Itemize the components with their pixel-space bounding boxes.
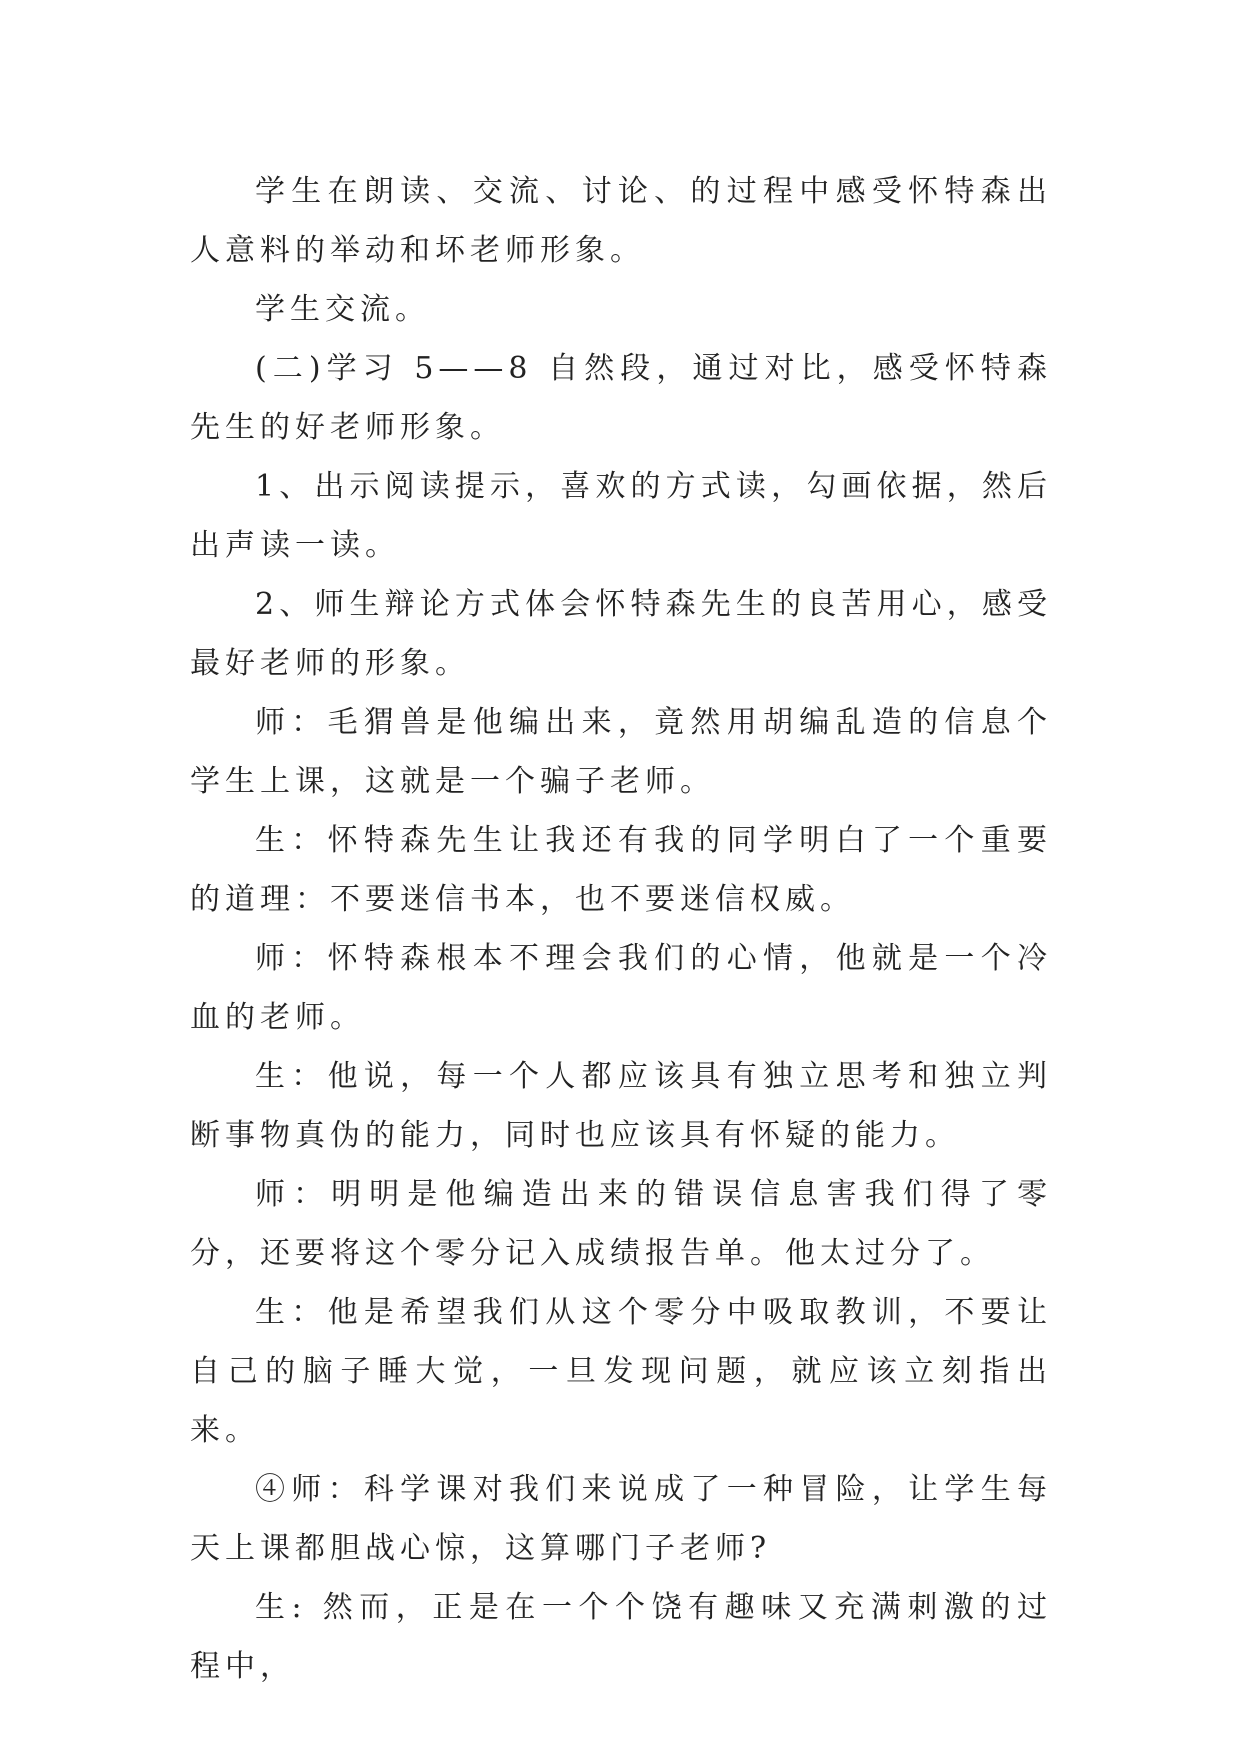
paragraph: 学生在朗读、交流、讨论、的过程中感受怀特森出人意料的举动和坏老师形象。	[190, 174, 1052, 268]
paragraph: 生：他说，每一个人都应该具有独立思考和独立判断事物真伪的能力，同时也应该具有怀疑的能力。	[190, 1059, 1052, 1153]
paragraph: 1、出示阅读提示，喜欢的方式读，勾画依据，然后出声读一读。	[190, 469, 1052, 563]
paragraph: 学生交流。	[255, 292, 430, 327]
paragraph: 师：怀特森根本不理会我们的心情，他就是一个冷血的老师。	[190, 941, 1052, 1035]
paragraph: 生：他是希望我们从这个零分中吸取教训，不要让自己的脑子睡大觉，一旦发现问题，就应该立刻指出来。	[190, 1295, 1052, 1448]
paragraph: 2、师生辩论方式体会怀特森先生的良苦用心，感受最好老师的形象。	[190, 587, 1052, 681]
paragraph: (二)学习 5——8 自然段，通过对比，感受怀特森先生的好老师形象。	[190, 351, 1052, 445]
paragraph: 生：怀特森先生让我还有我的同学明白了一个重要的道理：不要迷信书本，也不要迷信权威。	[190, 823, 1052, 917]
paragraph: 生: 然而，正是在一个个饶有趣味又充满刺激的过程中，	[190, 1590, 1052, 1684]
document-body	[190, 162, 1052, 1696]
paragraph: 师：明明是他编造出来的错误信息害我们得了零分，还要将这个零分记入成绩报告单。他太过分了。	[190, 1177, 1052, 1271]
paragraph: 师：毛猬兽是他编出来，竟然用胡编乱造的信息个学生上课，这就是一个骗子老师。	[190, 705, 1052, 799]
paragraph: ④师：科学课对我们来说成了一种冒险，让学生每天上课都胆战心惊，这算哪门子老师?	[190, 1472, 1052, 1566]
